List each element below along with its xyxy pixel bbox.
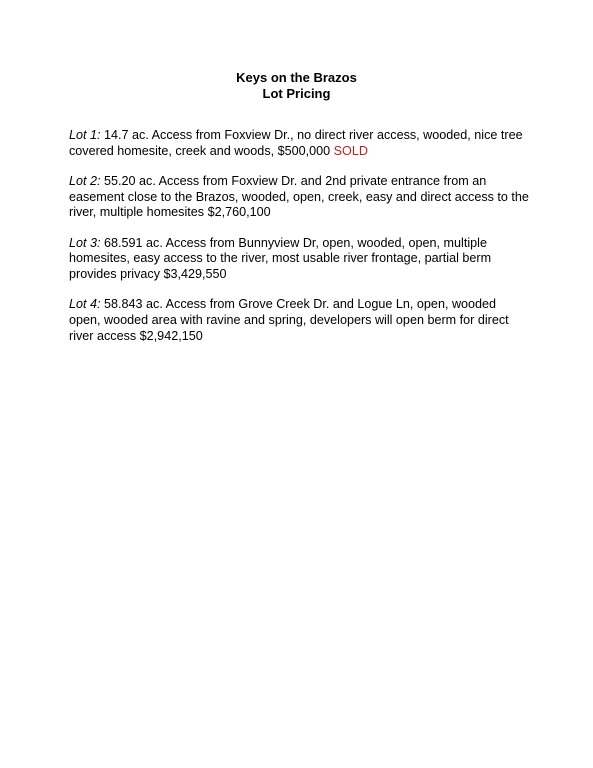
lot-list [69,128,529,359]
lot-label: Lot 4: [69,297,101,312]
lot-entry-4 [69,297,529,344]
lot-label: Lot 2: [69,173,101,188]
lot-label: Lot 3: [69,235,101,250]
lot-entry-3 [69,236,529,283]
lot-entry-2 [69,174,529,221]
lot-description: 68.591 ac. Access from Bunnyview Dr, open, wooded, open, multiple homesites, easy access to the river, most usable river frontage, partial berm provides privacy $3,429,550 [69,235,492,281]
document-subtitle: Lot Pricing [262,86,331,101]
sold-status: SOLD [333,143,368,158]
lot-label: Lot 1: [69,128,101,142]
title-block [0,70,593,102]
lot-description: 58.843 ac. Access from Grove Creek Dr. and Logue Ln, open, wooded open, wooded area with ravine and spring, developers will open berm for direct river access $2,942,150 [69,297,509,343]
lot-description: 14.7 ac. Access from Foxview Dr., no direct river access, wooded, nice tree covered homesite, creek and woods, $500,000 [69,128,523,158]
lot-description: 55.20 ac. Access from Foxview Dr. and 2nd private entrance from an easement close to the Brazos, wooded, open, creek, easy and direct access to the river, multiple homesites $2,760,100 [69,173,529,220]
document-title: Keys on the Brazos [236,70,357,85]
lot-entry-1 [69,128,529,159]
